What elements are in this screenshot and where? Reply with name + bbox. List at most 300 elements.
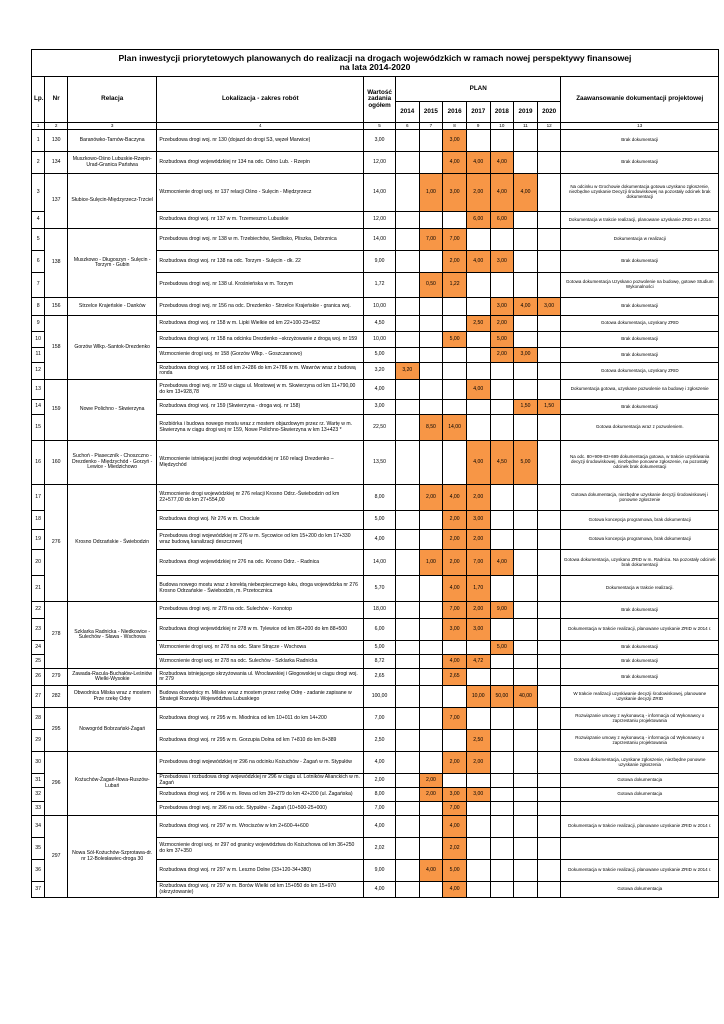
task-total-value: 4,00 xyxy=(364,816,396,838)
document-page xyxy=(31,49,719,898)
task-location: Rozbudowa drogi woj. nr 296 w m. Iłowa od km 39+279 do km 42+200 (ul. Żagańska) xyxy=(157,788,364,802)
task-total-value: 7,00 xyxy=(364,708,396,730)
task-total-value: 22,50 xyxy=(364,415,396,441)
table-title xyxy=(32,50,719,77)
road-number: 158 xyxy=(45,316,68,380)
plan-year-2016: 2,00 xyxy=(443,511,467,530)
plan-year-2014 xyxy=(395,400,419,415)
table-row xyxy=(32,152,719,174)
row-lp: 23 xyxy=(32,619,45,641)
plan-year-2016: 5,00 xyxy=(443,860,467,882)
plan-year-2016: 14,00 xyxy=(443,415,467,441)
task-location: Rozbudowa drogi woj. nr 295 w m. Miodnica od km 10+011 do km 14+200 xyxy=(157,708,364,730)
row-lp: 12 xyxy=(32,363,45,380)
plan-year-2014: 3,20 xyxy=(395,363,419,380)
header-relacja: Relacja xyxy=(67,77,156,123)
plan-year-2020 xyxy=(537,802,561,816)
row-lp: 35 xyxy=(32,838,45,860)
road-relation: Nowe Polichno - Skwierzyna xyxy=(67,380,156,441)
task-total-value: 4,00 xyxy=(364,380,396,400)
plan-year-2014 xyxy=(395,332,419,348)
task-location: Wzmocnienie drogi woj. nr 278 na odc. Stare Strącze - Wschowa xyxy=(157,641,364,655)
plan-year-2020 xyxy=(537,602,561,619)
plan-year-2015 xyxy=(419,730,443,752)
task-total-value: 2,02 xyxy=(364,838,396,860)
plan-year-2015 xyxy=(419,669,443,686)
task-total-value: 5,00 xyxy=(364,348,396,363)
task-total-value: 8,72 xyxy=(364,655,396,669)
plan-year-2014 xyxy=(395,380,419,400)
plan-year-2016: 2,00 xyxy=(443,550,467,576)
road-relation: Muszkowo - Długoszyn - Sulęcin - Torzym - Gubin xyxy=(67,229,156,298)
row-lp: 16 xyxy=(32,441,45,485)
plan-year-2014 xyxy=(395,816,419,838)
plan-year-2016: 3,00 xyxy=(443,619,467,641)
road-number: 137 xyxy=(45,174,68,229)
plan-year-2016 xyxy=(443,730,467,752)
column-number: 10 xyxy=(490,123,514,130)
task-location: Wzmocnienie drogi woj. nr 158 (Gorzów Wlkp. - Goszczanowo) xyxy=(157,348,364,363)
documentation-status: W trakcie realizacji uzyskiwanie decyzji środowiskowej, planowane uzyskanie decyzji ZRID xyxy=(561,686,719,708)
row-lp: 25 xyxy=(32,655,45,669)
task-location: Przebudowa drogi woj. nr 138 w m. Trzebiechów, Siedlisko, Pliszka, Debrznica xyxy=(157,229,364,251)
documentation-status: Gotowa dokumentacja, uzyskany ZRID xyxy=(561,316,719,332)
plan-year-2019 xyxy=(514,802,538,816)
table-row xyxy=(32,130,719,152)
plan-year-2014 xyxy=(395,130,419,152)
task-location: Przebudowa i rozbudowa drogi wojewódzkiej nr 296 w ciągu ul. Lotników Alianckich w m. Żagań xyxy=(157,774,364,788)
plan-year-2020 xyxy=(537,251,561,273)
plan-year-2017 xyxy=(466,400,490,415)
plan-year-2020 xyxy=(537,229,561,251)
plan-year-2018 xyxy=(490,511,514,530)
task-total-value: 3,00 xyxy=(364,130,396,152)
plan-year-2019 xyxy=(514,669,538,686)
documentation-status: Brak dokumentacji xyxy=(561,251,719,273)
plan-year-2019 xyxy=(514,229,538,251)
plan-year-2016: 2,00 xyxy=(443,530,467,550)
row-lp: 28 xyxy=(32,708,45,730)
plan-year-2018 xyxy=(490,363,514,380)
plan-year-2017: 4,00 xyxy=(466,251,490,273)
plan-year-2020 xyxy=(537,576,561,602)
plan-year-2020 xyxy=(537,363,561,380)
plan-year-2018 xyxy=(490,730,514,752)
plan-year-2014 xyxy=(395,752,419,774)
plan-year-2020 xyxy=(537,838,561,860)
plan-year-2014 xyxy=(395,838,419,860)
row-lp: 34 xyxy=(32,816,45,838)
plan-year-2017: 2,00 xyxy=(466,602,490,619)
plan-year-2018 xyxy=(490,655,514,669)
task-total-value: 13,50 xyxy=(364,441,396,485)
documentation-status: Brak dokumentacji xyxy=(561,641,719,655)
plan-year-2016: 3,00 xyxy=(443,130,467,152)
road-relation: Gorzów Wlkp.-Santok-Drezdenko xyxy=(67,316,156,380)
plan-year-2015 xyxy=(419,816,443,838)
row-lp: 11 xyxy=(32,348,45,363)
row-lp: 18 xyxy=(32,511,45,530)
task-total-value: 4,00 xyxy=(364,752,396,774)
plan-year-2017: 2,00 xyxy=(466,485,490,511)
header-wartosc: Wartość zadania ogółem xyxy=(364,77,396,123)
plan-year-2016: 2,00 xyxy=(443,752,467,774)
plan-year-2018: 4,00 xyxy=(490,174,514,212)
plan-year-2018 xyxy=(490,229,514,251)
plan-year-2020 xyxy=(537,152,561,174)
plan-year-2017 xyxy=(466,816,490,838)
documentation-status: Gotowa dokumentacja, uzyskano ZRID w m. Radnica. Na pozostały odcinek brak dokumentacji xyxy=(561,550,719,576)
plan-year-2016 xyxy=(443,380,467,400)
road-relation: Obwodnica Milska wraz z mostem Prze rzekę Odrę xyxy=(67,686,156,708)
documentation-status: Gotowa koncepcja programowa, brak dokumentacji xyxy=(561,511,719,530)
plan-year-2019: 4,00 xyxy=(514,174,538,212)
task-total-value: 10,00 xyxy=(364,298,396,316)
task-total-value: 6,00 xyxy=(364,619,396,641)
road-relation: Nowa Sól-Kożuchów-Szprotawa-dr. nr 12-Bolesławiec-droga 30 xyxy=(67,816,156,898)
plan-year-2016: 7,00 xyxy=(443,229,467,251)
plan-year-2019 xyxy=(514,511,538,530)
plan-year-2019 xyxy=(514,530,538,550)
documentation-status: Brak dokumentacji xyxy=(561,130,719,152)
plan-year-2020 xyxy=(537,273,561,298)
plan-year-2018: 2,00 xyxy=(490,348,514,363)
plan-year-2014 xyxy=(395,774,419,788)
plan-year-2020 xyxy=(537,332,561,348)
plan-year-2015 xyxy=(419,655,443,669)
plan-year-2018: 5,00 xyxy=(490,332,514,348)
plan-year-2019 xyxy=(514,332,538,348)
road-relation: Muszkowo-Ośno Lubuskie-Rzepin-Urad-Granica Państwa xyxy=(67,152,156,174)
column-number: 3 xyxy=(67,123,156,130)
plan-year-2017: 3,00 xyxy=(466,788,490,802)
documentation-status: Brak dokumentacji xyxy=(561,602,719,619)
task-location: Budowa nowego mostu wraz z korektą niebezpiecznego łuku, droga wojewódzka nr 276 Krosno Odrzańskie - Świebodzin, m. Przetocznica xyxy=(157,576,364,602)
row-lp: 7 xyxy=(32,273,45,298)
plan-year-2018 xyxy=(490,380,514,400)
row-lp: 2 xyxy=(32,152,45,174)
plan-year-2019 xyxy=(514,619,538,641)
task-location: Rozbudowa drogi wojewódzkiej nr 134 na odc. Ośno Lub. - Rzepin xyxy=(157,152,364,174)
row-lp: 19 xyxy=(32,530,45,550)
plan-year-2017 xyxy=(466,130,490,152)
documentation-status: Gotowa dokumentacja wraz z pozwoleniem. xyxy=(561,415,719,441)
documentation-status: Na odc. 80+909-83+699 dokumentacja gotowa, w trakcie uzyskiwania decyzji środowiskowej, niezbędne ponowne zgłoszenie, na pozostały odcinek brak dokumentacji xyxy=(561,441,719,485)
plan-year-2016 xyxy=(443,686,467,708)
task-total-value: 9,00 xyxy=(364,860,396,882)
plan-year-2015: 1,00 xyxy=(419,174,443,212)
task-total-value: 2,00 xyxy=(364,774,396,788)
task-location: Przebudowa drogi woj. nr 156 na odc. Drezdenko - Strzelce Krajeńskie - granica woj. xyxy=(157,298,364,316)
task-total-value: 14,00 xyxy=(364,229,396,251)
road-relation: Słubice-Sulęcin-Międzyrzecz-Trzciel xyxy=(67,174,156,229)
plan-year-2017 xyxy=(466,882,490,898)
plan-year-2015 xyxy=(419,332,443,348)
documentation-status: Brak dokumentacji xyxy=(561,348,719,363)
plan-year-2015 xyxy=(419,641,443,655)
plan-year-2014 xyxy=(395,641,419,655)
plan-year-2017 xyxy=(466,298,490,316)
task-total-value: 5,00 xyxy=(364,511,396,530)
plan-year-2015 xyxy=(419,708,443,730)
plan-year-2015 xyxy=(419,380,443,400)
road-relation: Nowogród Bobrzański-Żagań xyxy=(67,708,156,752)
plan-year-2015 xyxy=(419,212,443,229)
task-location: Rozbudowa drogi woj. nr 295 w m. Gorzupia Dolna od km 7+810 do km 8+389 xyxy=(157,730,364,752)
plan-year-2017: 1,70 xyxy=(466,576,490,602)
header-year-2014: 2014 xyxy=(395,102,419,123)
plan-year-2019 xyxy=(514,641,538,655)
plan-year-2018 xyxy=(490,802,514,816)
plan-year-2015 xyxy=(419,348,443,363)
documentation-status: Dokumentacja w realizacji xyxy=(561,229,719,251)
plan-year-2017: 2,00 xyxy=(466,174,490,212)
documentation-status: Gotowa dokumentacja xyxy=(561,774,719,788)
table-row xyxy=(32,752,719,774)
task-location: Rozbudowa drogi woj. Nr 276 w m. Chociule xyxy=(157,511,364,530)
plan-year-2016: 2,65 xyxy=(443,669,467,686)
header-zaawansowanie: Zaawansowanie dokumentacji projektowej xyxy=(561,77,719,123)
plan-year-2018 xyxy=(490,619,514,641)
table-row xyxy=(32,708,719,730)
plan-year-2017: 4,00 xyxy=(466,380,490,400)
plan-year-2016: 7,00 xyxy=(443,708,467,730)
row-lp: 17 xyxy=(32,485,45,511)
row-lp: 32 xyxy=(32,788,45,802)
plan-year-2020 xyxy=(537,816,561,838)
title-line-1: Plan inwestycji priorytetowych planowanych do realizacji na drogach wojewódzkich w ramach nowej perspektywy finansowej xyxy=(118,52,632,63)
header-year-2017: 2017 xyxy=(466,102,490,123)
plan-year-2018: 9,00 xyxy=(490,602,514,619)
row-lp: 31 xyxy=(32,774,45,788)
plan-year-2017 xyxy=(466,363,490,380)
road-number: 278 xyxy=(45,602,68,669)
task-total-value: 8,00 xyxy=(364,788,396,802)
plan-year-2020: 3,00 xyxy=(537,298,561,316)
task-location: Rozbudowa drogi woj. nr 138 na odc. Torzym - Sulęcin - dk. 22 xyxy=(157,251,364,273)
documentation-status: Na odcinku w Grochowie dokumentacja gotowa uzyskano zgłoszenie, niezbędne uzyskanie Decyzji środowiskowej na pozostały odcinek brak dokumentacji xyxy=(561,174,719,212)
plan-year-2019 xyxy=(514,860,538,882)
table-row xyxy=(32,298,719,316)
table-row xyxy=(32,669,719,686)
task-location: Przebudowa drogi wojewódzkiej nr 296 na odcinku Kożuchów - Żagań w m. Stypułów xyxy=(157,752,364,774)
plan-year-2018: 5,00 xyxy=(490,641,514,655)
plan-year-2014 xyxy=(395,298,419,316)
plan-year-2020 xyxy=(537,316,561,332)
plan-year-2020 xyxy=(537,511,561,530)
plan-year-2019 xyxy=(514,130,538,152)
plan-year-2017 xyxy=(466,332,490,348)
plan-year-2014 xyxy=(395,655,419,669)
row-lp: 26 xyxy=(32,669,45,686)
plan-year-2017: 4,72 xyxy=(466,655,490,669)
row-lp: 22 xyxy=(32,602,45,619)
plan-year-2017: 2,50 xyxy=(466,730,490,752)
plan-year-2015 xyxy=(419,298,443,316)
plan-year-2018 xyxy=(490,752,514,774)
row-lp: 36 xyxy=(32,860,45,882)
road-relation: Kożuchów-Żagań-Iłowa-Ruszów-Lubań xyxy=(67,752,156,816)
plan-year-2015 xyxy=(419,686,443,708)
row-lp: 14 xyxy=(32,400,45,415)
header-lokalizacja: Lokalizacja - zakres robót xyxy=(157,77,364,123)
plan-year-2016 xyxy=(443,316,467,332)
plan-year-2017 xyxy=(466,348,490,363)
column-number: 9 xyxy=(466,123,490,130)
task-location: Rozbudowa drogi woj. nr 297 w m. Leszno Dolne (33+120-34+380) xyxy=(157,860,364,882)
documentation-status: Gotowa koncepcja programowa, brak dokumentacji xyxy=(561,530,719,550)
task-location: Wzmocnienie istniejącej jezdni drogi wojewódzkiej nr 160 relacji Drezdenko – Międzychód xyxy=(157,441,364,485)
plan-year-2015 xyxy=(419,363,443,380)
road-number: 130 xyxy=(45,130,68,152)
documentation-status: Gotowa dokumentacja xyxy=(561,788,719,802)
plan-year-2020 xyxy=(537,348,561,363)
documentation-status: Brak dokumentacji xyxy=(561,332,719,348)
column-number: 5 xyxy=(364,123,396,130)
plan-year-2015: 2,00 xyxy=(419,788,443,802)
row-lp: 24 xyxy=(32,641,45,655)
header-nr: Nr xyxy=(45,77,68,123)
row-lp: 5 xyxy=(32,229,45,251)
plan-year-2019: 40,00 xyxy=(514,686,538,708)
plan-year-2018: 4,00 xyxy=(490,550,514,576)
documentation-status: Dokumentacja w trakcie realizacji, planowane uzyskanie ZRID w 2014 r. xyxy=(561,860,719,882)
plan-year-2014 xyxy=(395,882,419,898)
task-location: Wzmocnienie drogi woj. nr 297 od granicy województwa do Kożuchowa od km 36+250 do km 37+350 xyxy=(157,838,364,860)
plan-year-2014 xyxy=(395,174,419,212)
road-number: 279 xyxy=(45,669,68,686)
road-number: 282 xyxy=(45,686,68,708)
column-number: 6 xyxy=(395,123,419,130)
plan-year-2015 xyxy=(419,602,443,619)
plan-year-2017 xyxy=(466,708,490,730)
plan-year-2018 xyxy=(490,838,514,860)
header-plan: PLAN xyxy=(395,77,560,102)
plan-year-2019 xyxy=(514,882,538,898)
task-location: Rozbudowa drogi woj. nr 158 na odcinku Drezdenko –skrzyżowanie z drogą woj. nr 159 xyxy=(157,332,364,348)
documentation-status: Gotowa dokumentacja, uzyskany ZRID xyxy=(561,363,719,380)
row-lp: 15 xyxy=(32,415,45,441)
plan-year-2019 xyxy=(514,774,538,788)
plan-year-2017 xyxy=(466,838,490,860)
road-number: 160 xyxy=(45,441,68,485)
task-total-value: 8,00 xyxy=(364,485,396,511)
column-number: 4 xyxy=(157,123,364,130)
plan-year-2016 xyxy=(443,641,467,655)
plan-year-2015 xyxy=(419,251,443,273)
plan-year-2019 xyxy=(514,485,538,511)
documentation-status: Dokumentacja w trakcie realizacji, planowane uzyskanie ZRID w 2014 r. xyxy=(561,816,719,838)
plan-year-2019 xyxy=(514,576,538,602)
plan-year-2014 xyxy=(395,669,419,686)
plan-year-2015: 8,50 xyxy=(419,415,443,441)
plan-year-2017 xyxy=(466,774,490,788)
task-location: Rozbudowa drogi woj. nr 159 (Skwierzyna - droga woj. nr 158) xyxy=(157,400,364,415)
plan-year-2017 xyxy=(466,802,490,816)
column-number: 8 xyxy=(443,123,467,130)
plan-year-2014 xyxy=(395,251,419,273)
plan-year-2015 xyxy=(419,441,443,485)
task-total-value: 10,00 xyxy=(364,332,396,348)
plan-year-2014 xyxy=(395,860,419,882)
plan-year-2014 xyxy=(395,415,419,441)
plan-year-2019 xyxy=(514,788,538,802)
task-location: Rozbudowa drogi woj. nr 137 w m. Trzemeszno Lubuskie xyxy=(157,212,364,229)
plan-year-2020 xyxy=(537,641,561,655)
documentation-status: Brak dokumentacji xyxy=(561,400,719,415)
documentation-status: Rozwiązanie umowy z wykonawcą - informacja od Wykonawcy o zaprzestaniu projektowania xyxy=(561,730,719,752)
documentation-status: Dokumentacja w trakcie realizacji, planowane uzyskanie ZRID w I.2014 xyxy=(561,212,719,229)
plan-year-2019 xyxy=(514,816,538,838)
plan-year-2019: 5,00 xyxy=(514,441,538,485)
road-number: 276 xyxy=(45,485,68,602)
task-location: Wzmocnienie drogi woj. nr 137 relacji Ośno - Sulęcin - Międzyrzecz xyxy=(157,174,364,212)
plan-year-2016 xyxy=(443,441,467,485)
task-total-value: 9,00 xyxy=(364,251,396,273)
task-location: Rozbiórka i budowa nowego mostu wraz z mostem objazdowym przez rz. Wartę w m. Skwierzyna w ciągu drogi woj nr 159, Nowe Polichno-Skwierzyna w km 13+423 * xyxy=(157,415,364,441)
plan-year-2016: 4,00 xyxy=(443,655,467,669)
plan-year-2014 xyxy=(395,602,419,619)
plan-year-2018 xyxy=(490,788,514,802)
plan-year-2016: 1,22 xyxy=(443,273,467,298)
plan-year-2017 xyxy=(466,415,490,441)
documentation-status: Brak dokumentacji xyxy=(561,655,719,669)
plan-year-2018 xyxy=(490,415,514,441)
plan-year-2015 xyxy=(419,802,443,816)
plan-year-2016: 7,00 xyxy=(443,802,467,816)
plan-year-2014 xyxy=(395,229,419,251)
task-total-value: 4,50 xyxy=(364,316,396,332)
plan-year-2015: 7,00 xyxy=(419,229,443,251)
task-total-value: 3,00 xyxy=(364,400,396,415)
plan-year-2018 xyxy=(490,882,514,898)
plan-year-2016: 3,00 xyxy=(443,174,467,212)
documentation-status: Brak dokumentacji xyxy=(561,152,719,174)
row-lp: 20 xyxy=(32,550,45,576)
plan-year-2017: 2,00 xyxy=(466,752,490,774)
row-lp: 8 xyxy=(32,298,45,316)
task-total-value: 14,00 xyxy=(364,174,396,212)
plan-year-2016: 4,00 xyxy=(443,485,467,511)
road-relation: Suchoń - Piaseczník - Choszczno - Drezdenko - Międzychód - Gorzyń - Lewice - Miedzichowo xyxy=(67,441,156,485)
plan-year-2016 xyxy=(443,348,467,363)
plan-year-2018 xyxy=(490,273,514,298)
plan-year-2020 xyxy=(537,441,561,485)
plan-year-2018 xyxy=(490,485,514,511)
task-location: Rozbudowa istniejącego skrzyżowania ul. Wrocławskiej i Głogowskiej w ciągu drogi woj. nr 279 xyxy=(157,669,364,686)
plan-year-2020 xyxy=(537,550,561,576)
plan-year-2018: 50,00 xyxy=(490,686,514,708)
plan-year-2014 xyxy=(395,212,419,229)
task-location: Przebudowa drogi woj. nr 296 na odc. Stypułów - Żagań (10+500-25+000) xyxy=(157,802,364,816)
documentation-status: Dokumentacja w trakcie realizacji. xyxy=(561,576,719,602)
plan-year-2015 xyxy=(419,530,443,550)
column-number: 2 xyxy=(45,123,68,130)
plan-year-2018 xyxy=(490,816,514,838)
plan-year-2020 xyxy=(537,130,561,152)
plan-year-2019 xyxy=(514,730,538,752)
documentation-status: Rozwiązanie umowy z wykonawcą - informacja od Wykonawcy o zaprzestaniu projektowania xyxy=(561,708,719,730)
documentation-status: Gotowa dokumentacja xyxy=(561,882,719,898)
plan-year-2019 xyxy=(514,655,538,669)
plan-year-2020 xyxy=(537,530,561,550)
task-total-value: 12,00 xyxy=(364,152,396,174)
plan-year-2014 xyxy=(395,316,419,332)
plan-year-2014 xyxy=(395,530,419,550)
documentation-status xyxy=(561,802,719,816)
task-location: Wzmocnienie drogi wojewódzkiej nr 276 relacji Krosno Odrz.-Świebodzin od km 22+577,00 do km 27+554,00 xyxy=(157,485,364,511)
plan-year-2016 xyxy=(443,400,467,415)
